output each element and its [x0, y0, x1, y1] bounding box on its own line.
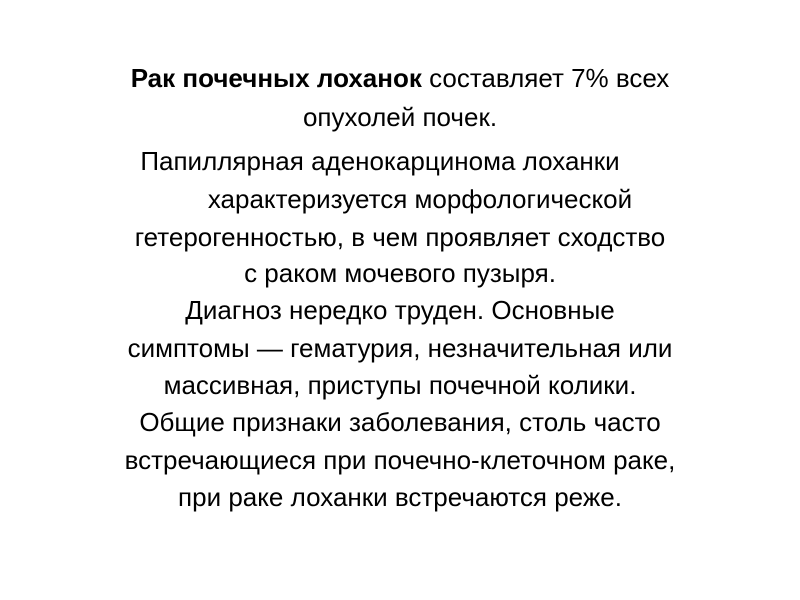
- text-line: с раком мочевого пузыря.: [244, 258, 556, 288]
- text-line: массивная, приступы почечной колики.: [163, 370, 637, 400]
- text-line: Папиллярная аденокарцинома лоханки: [140, 146, 620, 176]
- text-line: характеризуется морфологической: [207, 184, 633, 214]
- text-line: симптомы — гематурия, незначительная или: [127, 333, 673, 363]
- text-line: гетерогенностью, в чем проявляет сходство: [134, 222, 666, 252]
- intro-bold-text: Рак почечных лоханок: [130, 63, 422, 93]
- text-line: при раке лоханки встречаются реже.: [178, 482, 622, 512]
- intro-line: [0, 60, 800, 96]
- text-line: Диагноз нередко труден. Основные: [185, 295, 615, 325]
- text-line: опухолей почек.: [302, 102, 498, 132]
- text-line: встречающиеся при почечно-клеточном раке,: [124, 445, 676, 475]
- text-line: Общие признаки заболевания, столь часто: [139, 407, 661, 437]
- intro-rest-text: составляет 7% всех: [421, 63, 670, 93]
